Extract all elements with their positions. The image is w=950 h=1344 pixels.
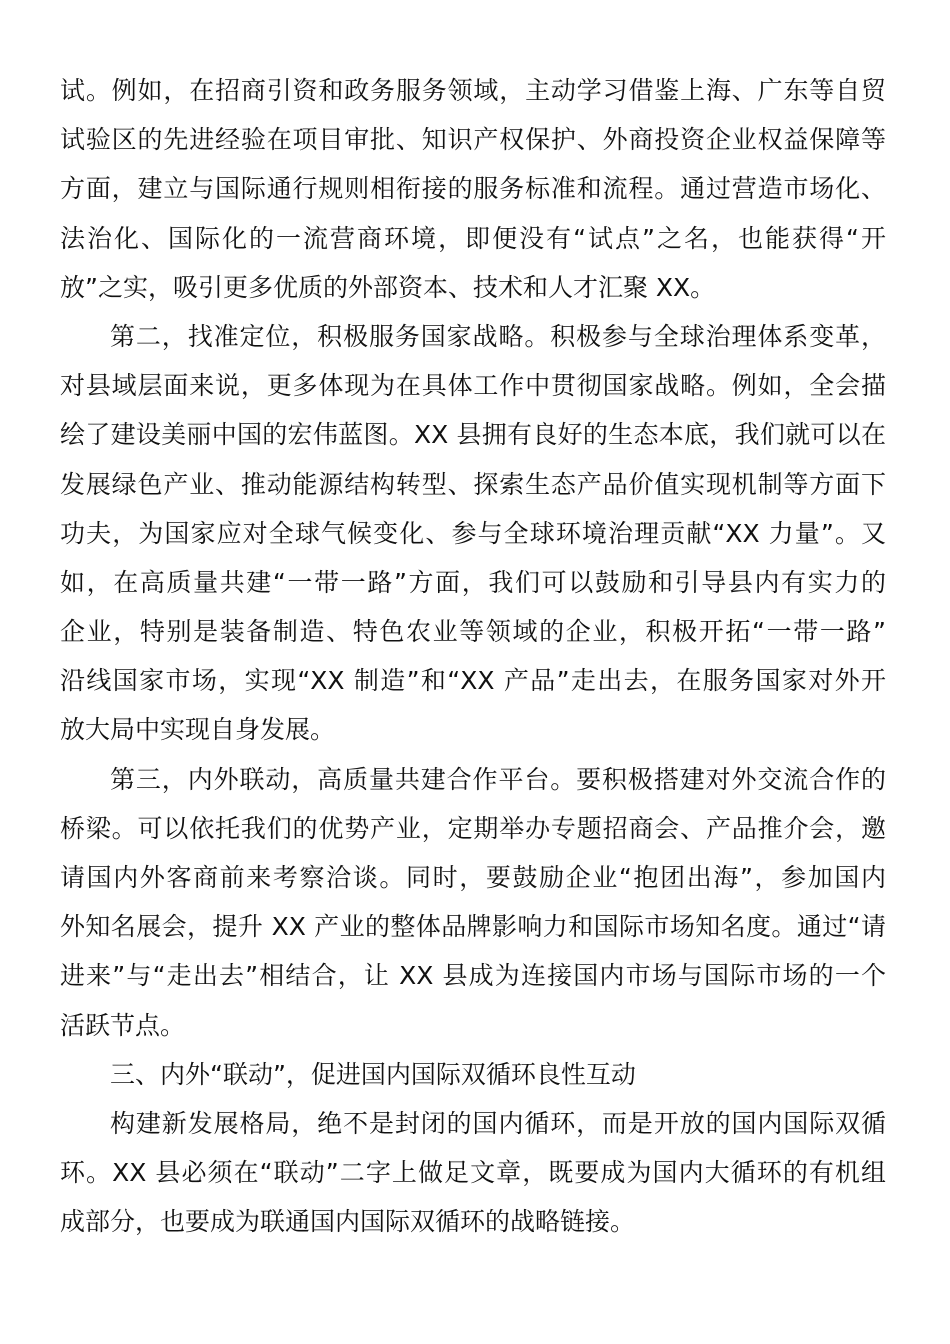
text-line: 环。XX 县必须在“联动”二字上做足文章，既要成为国内大循环的有机组 — [60, 1158, 886, 1188]
text-line: 外知名展会，提升 XX 产业的整体品牌影响力和国际市场知名度。通过“请 — [60, 912, 886, 942]
text-line: 绘了建设美丽中国的宏伟蓝图。XX 县拥有良好的生态本底，我们就可以在 — [60, 420, 886, 450]
paragraph — [60, 1099, 886, 1247]
paragraph — [60, 66, 886, 312]
text-line: 试验区的先进经验在项目审批、知识产权保护、外商投资企业权益保障等 — [60, 125, 886, 155]
text-line: 第二，找准定位，积极服务国家战略。积极参与全球治理体系变革， — [110, 321, 886, 351]
text-line: 试。例如，在招商引资和政务服务领域，主动学习借鉴上海、广东等自贸 — [60, 76, 886, 105]
text-line: 如，在高质量共建“一带一路”方面，我们可以鼓励和引导县内有实力的 — [60, 567, 886, 597]
text-line: 沿线国家市场，实现“XX 制造”和“XX 产品”走出去，在服务国家对外开 — [60, 666, 886, 696]
text-line: 企业，特别是装备制造、特色农业等领域的企业，积极开拓“一带一路” — [60, 617, 886, 647]
text-line: 法治化、国际化的一流营商环境，即便没有“试点”之名，也能获得“开 — [60, 223, 886, 253]
text-line: 活跃节点。 — [60, 1010, 186, 1040]
text-line: 对县域层面来说，更多体现为在具体工作中贯彻国家战略。例如，全会描 — [60, 371, 886, 401]
text-line: 桥梁。可以依托我们的优势产业，定期举办专题招商会、产品推介会，邀 — [60, 813, 886, 843]
text-line: 进来”与“走出去”相结合，让 XX 县成为连接国内市场与国际市场的一个 — [60, 961, 886, 991]
section-heading — [60, 1050, 886, 1099]
paragraph — [60, 312, 886, 755]
text-line: 三、内外“联动”，促进国内国际双循环良性互动 — [110, 1059, 636, 1089]
text-line: 方面，建立与国际通行规则相衔接的服务标准和流程。通过营造市场化、 — [60, 174, 886, 204]
text-line: 请国内外客商前来考察洽谈。同时，要鼓励企业“抱团出海”，参加国内 — [60, 863, 886, 892]
text-line: 第三，内外联动，高质量共建合作平台。要积极搭建对外交流合作的 — [110, 764, 886, 794]
document-body — [60, 66, 886, 1247]
text-line: 成部分，也要成为联通国内国际双循环的战略链接。 — [60, 1207, 636, 1237]
text-line: 构建新发展格局，绝不是封闭的国内循环，而是开放的国内国际双循 — [110, 1108, 886, 1138]
text-line: 放大局中实现自身发展。 — [60, 715, 336, 745]
text-line: 放”之实，吸引更多优质的外部资本、技术和人才汇聚 XX。 — [60, 272, 716, 302]
text-line: 功夫，为国家应对全球气候变化、参与全球环境治理贡献“XX 力量”。又 — [60, 518, 886, 548]
text-line: 发展绿色产业、推动能源结构转型、探索生态产品价值实现机制等方面下 — [60, 469, 886, 499]
paragraph — [60, 755, 886, 1050]
